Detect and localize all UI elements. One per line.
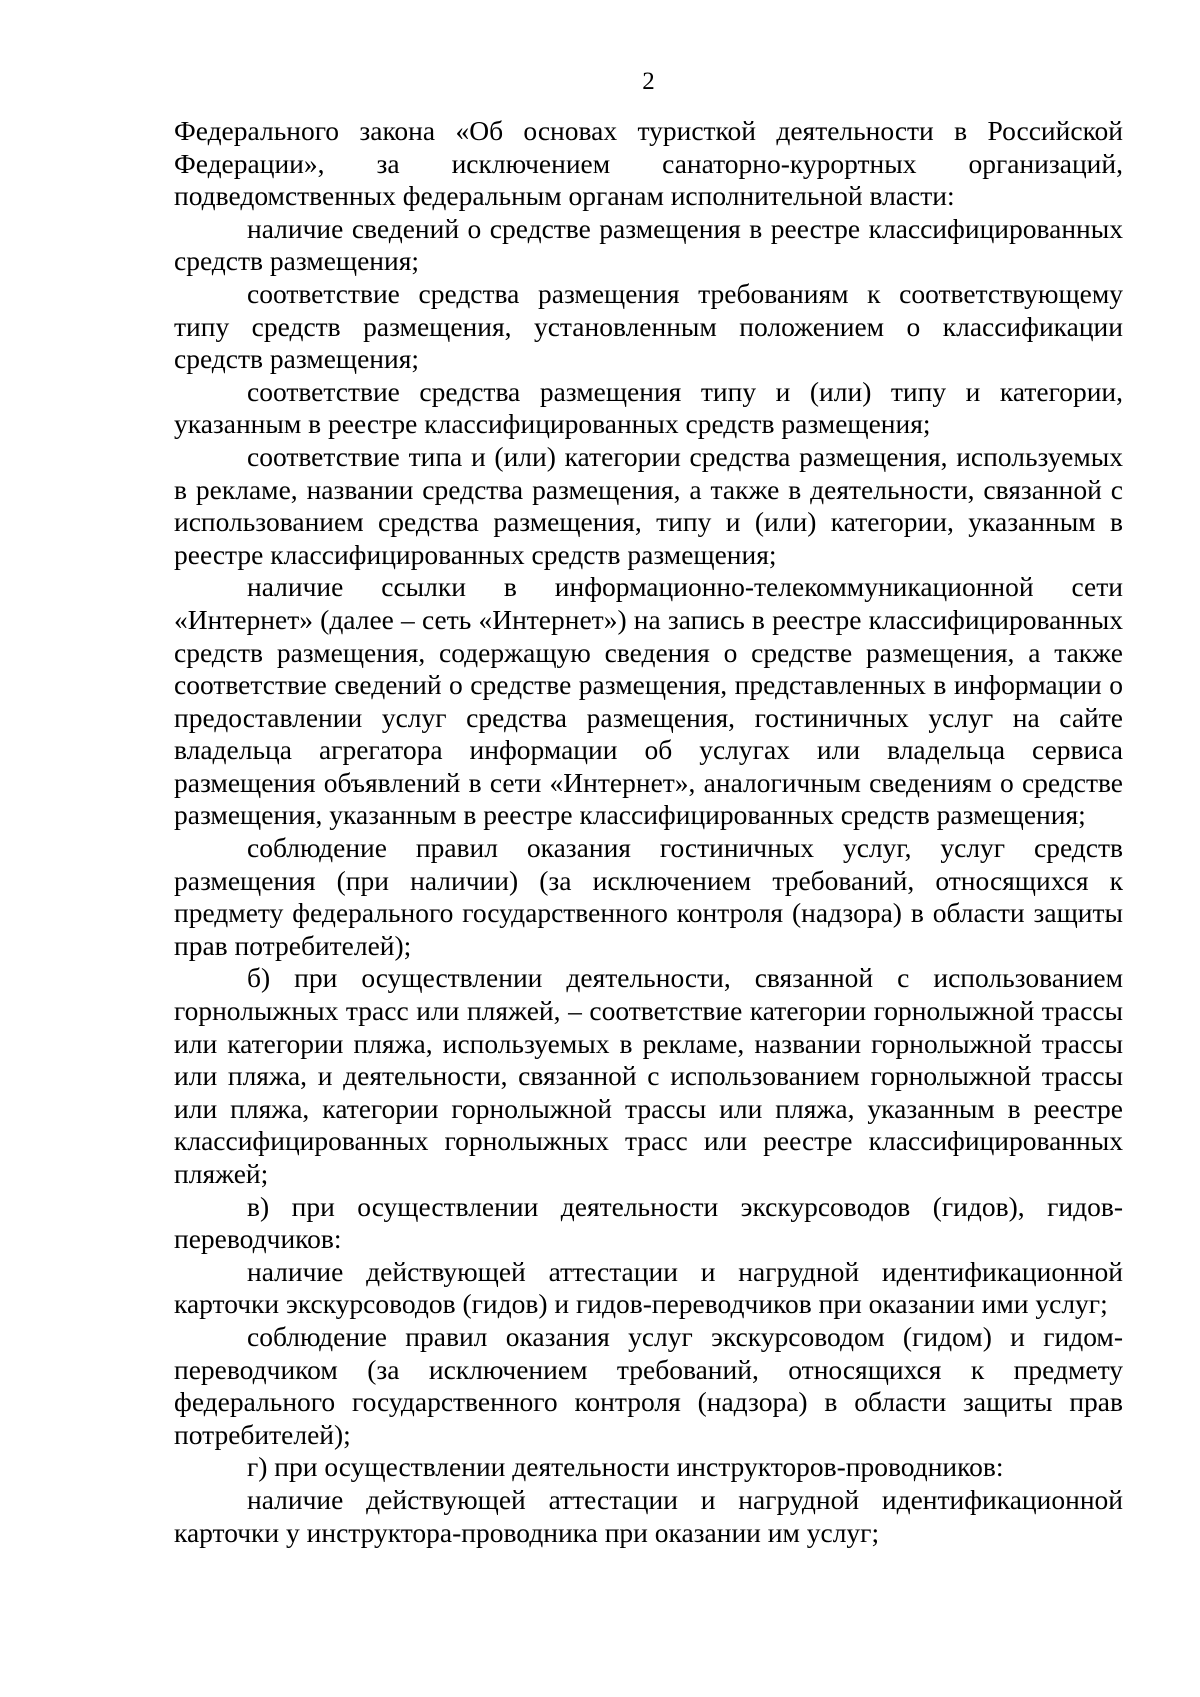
paragraph: в) при осуществлении деятельности экскурсоводов (гидов), гидов-переводчиков: [174, 1190, 1123, 1255]
paragraph: г) при осуществлении деятельности инструкторов-проводников: [247, 1451, 1004, 1483]
document-body [174, 115, 1123, 1549]
paragraph: наличие действующей аттестации и нагрудной идентификационной карточки у инструктора-проводника при оказании им услуг; [174, 1483, 1123, 1548]
paragraph: наличие сведений о средстве размещения в реестре классифицированных средств размещения; [174, 212, 1123, 277]
paragraph: наличие ссылки в информационно-телекоммуникационной сети «Интернет» (далее – сеть «Интернет») на запись в реестре классифицированных средств размещения, содержащую сведения о средстве размещения, а также соответствие сведений о средстве размещения, представленных в информации о предоставлении услуг средства размещения, гостиничных услуг на сайте владельца агрегатора информации об услугах или владельца сервиса размещения объявлений в сети «Интернет», аналогичным сведениям о средстве размещения, указанным в реестре классифицированных средств размещения; [174, 571, 1123, 831]
paragraph: соответствие средства размещения требованиям к соответствующему типу средств размещения, установленным положением о классификации средств размещения; [174, 277, 1123, 375]
paragraph: соблюдение правил оказания услуг экскурсоводом (гидом) и гидом-переводчиком (за исключением требований, относящихся к предмету федерального государственного контроля (надзора) в области защиты прав потребителей); [174, 1320, 1123, 1450]
paragraph: соответствие средства размещения типу и (или) типу и категории, указанным в реестре классифицированных средств размещения; [174, 375, 1123, 440]
paragraph: соблюдение правил оказания гостиничных услуг, услуг средств размещения (при наличии) (за исключением требований, относящихся к предмету федерального государственного контроля (надзора) в области защиты прав потребителей); [174, 832, 1123, 961]
paragraph: соответствие типа и (или) категории средства размещения, используемых в рекламе, названии средства размещения, а также в деятельности, связанной с использованием средства размещения, типу и (или) категории, указанным в реестре классифицированных средств размещения; [174, 440, 1123, 570]
paragraph: наличие действующей аттестации и нагрудной идентификационной карточки экскурсоводов (гидов) и гидов-переводчиков при оказании ими услуг; [174, 1255, 1123, 1320]
paragraph: Федерального закона «Об основах туристкой деятельности в Российской Федерации», за исключением санаторно-курортных организаций, подведомственных федеральным органам исполнительной власти: [174, 115, 1123, 212]
page-number: 2 [642, 68, 655, 95]
paragraph: б) при осуществлении деятельности, связанной с использованием горнолыжных трасс или пляжей, – соответствие категории горнолыжной трассы или категории пляжа, используемых в рекламе, названии горнолыжной трассы или пляжа, и деятельности, связанной с использованием горнолыжной трассы или пляжа, категории горнолыжной трассы или пляжа, указанным в реестре классифицированных горнолыжных трасс или реестре классифицированных пляжей; [174, 962, 1123, 1189]
